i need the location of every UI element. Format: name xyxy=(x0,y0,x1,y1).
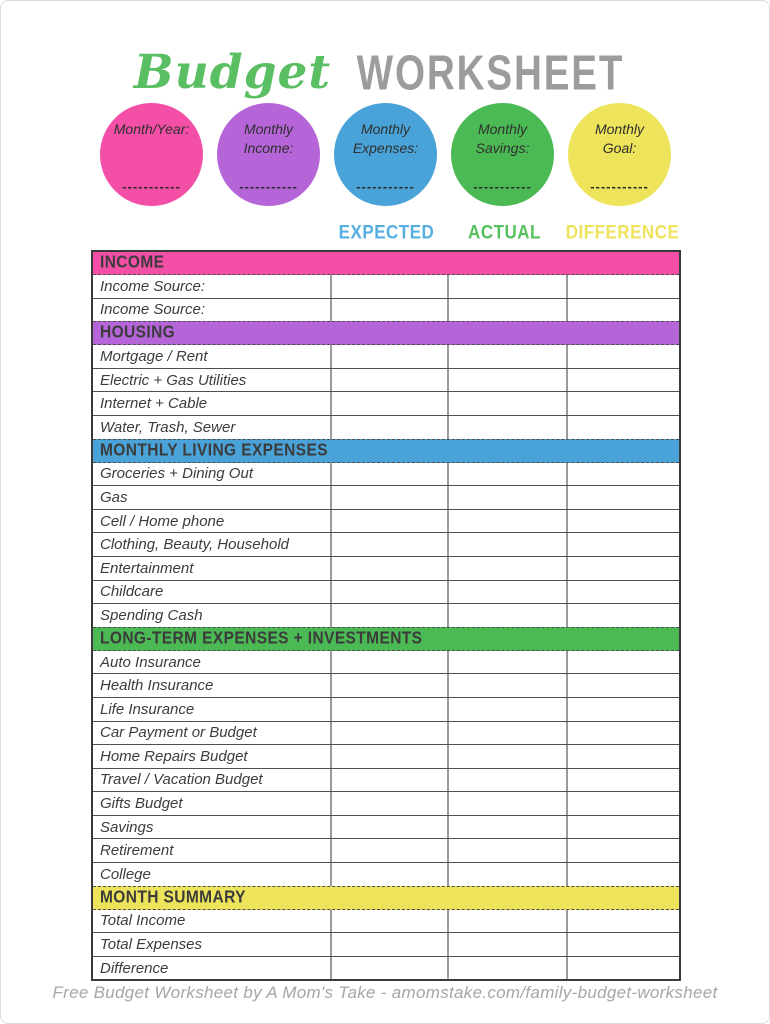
row-label: Cell / Home phone xyxy=(100,512,225,530)
table-row xyxy=(93,815,679,839)
actual-cell xyxy=(447,486,566,509)
difference-cell xyxy=(566,486,679,509)
row-label: Total Expenses xyxy=(100,936,203,954)
table-row xyxy=(93,910,679,933)
row-label: Mortgage / Rent xyxy=(100,347,208,365)
expected-cell xyxy=(330,816,447,839)
row-label: Gas xyxy=(100,488,128,506)
section-header-income xyxy=(93,252,679,275)
row-label: Home Repairs Budget xyxy=(100,747,248,765)
actual-cell xyxy=(447,275,566,298)
expected-cell xyxy=(330,745,447,768)
section-title: HOUSING xyxy=(100,323,176,343)
page-title xyxy=(1,45,769,100)
table-row xyxy=(93,697,679,721)
fill-in-line: ----------- xyxy=(122,179,181,194)
difference-cell xyxy=(566,957,679,980)
row-label: Entertainment xyxy=(100,559,194,577)
table-row xyxy=(93,556,679,580)
row-label: Life Insurance xyxy=(100,700,195,718)
actual-cell xyxy=(447,910,566,933)
difference-cell xyxy=(566,299,679,322)
page-title-caps: WORKSHEET xyxy=(356,44,625,100)
table-row xyxy=(93,721,679,745)
table-row xyxy=(93,298,679,322)
difference-cell xyxy=(566,816,679,839)
actual-cell xyxy=(447,510,566,533)
expected-cell xyxy=(330,345,447,368)
expected-cell xyxy=(330,581,447,604)
section-title: INCOME xyxy=(100,252,165,272)
table-row xyxy=(93,862,679,886)
row-label: Car Payment or Budget xyxy=(100,724,257,742)
section-header-monthly-living-expenses xyxy=(93,439,679,463)
table-row xyxy=(93,275,679,298)
section-title: LONG-TERM EXPENSES + INVESTMENTS xyxy=(100,628,423,648)
actual-cell xyxy=(447,369,566,392)
column-header-actual: ACTUAL xyxy=(468,221,541,243)
table-row xyxy=(93,651,679,674)
footer-credit: Free Budget Worksheet by A Mom's Take - amomstake.com/family-budget-worksheet xyxy=(52,983,718,1002)
expected-cell xyxy=(330,463,447,486)
fill-in-line: ----------- xyxy=(473,179,532,194)
actual-cell xyxy=(447,745,566,768)
table-row xyxy=(93,956,679,980)
difference-cell xyxy=(566,463,679,486)
actual-cell xyxy=(447,792,566,815)
expected-cell xyxy=(330,910,447,933)
row-label: Health Insurance xyxy=(100,677,214,695)
actual-cell xyxy=(447,722,566,745)
actual-cell xyxy=(447,533,566,556)
circle-label: Monthly Savings: xyxy=(475,121,530,156)
row-label: Childcare xyxy=(100,583,164,601)
table-row xyxy=(93,391,679,415)
row-label: Internet + Cable xyxy=(100,395,208,413)
difference-cell xyxy=(566,769,679,792)
expected-cell xyxy=(330,557,447,580)
difference-cell xyxy=(566,581,679,604)
table-row xyxy=(93,932,679,956)
row-label: Auto Insurance xyxy=(100,653,201,671)
expected-cell xyxy=(330,674,447,697)
section-header-month-summary xyxy=(93,886,679,910)
difference-cell xyxy=(566,698,679,721)
fill-in-line: ----------- xyxy=(590,179,649,194)
actual-cell xyxy=(447,651,566,674)
difference-cell xyxy=(566,863,679,886)
circle-label: Month/Year: xyxy=(113,121,190,137)
row-label: Gifts Budget xyxy=(100,795,183,813)
actual-cell xyxy=(447,345,566,368)
table-row xyxy=(93,345,679,368)
expected-cell xyxy=(330,722,447,745)
column-headers xyxy=(91,221,681,244)
difference-cell xyxy=(566,369,679,392)
actual-cell xyxy=(447,581,566,604)
expected-cell xyxy=(330,510,447,533)
table-row xyxy=(93,768,679,792)
table-row xyxy=(93,532,679,556)
difference-cell xyxy=(566,722,679,745)
circle-monthly-income xyxy=(217,103,320,206)
expected-cell xyxy=(330,863,447,886)
actual-cell xyxy=(447,816,566,839)
expected-cell xyxy=(330,392,447,415)
table-row xyxy=(93,580,679,604)
table-row xyxy=(93,673,679,697)
row-label: Groceries + Dining Out xyxy=(100,465,253,483)
table-row xyxy=(93,791,679,815)
actual-cell xyxy=(447,299,566,322)
expected-cell xyxy=(330,769,447,792)
actual-cell xyxy=(447,674,566,697)
row-label: Spending Cash xyxy=(100,606,203,624)
expected-cell xyxy=(330,533,447,556)
actual-cell xyxy=(447,933,566,956)
row-label: Clothing, Beauty, Household xyxy=(100,536,290,554)
circle-monthly-expenses xyxy=(334,103,437,206)
expected-cell xyxy=(330,486,447,509)
section-header-housing xyxy=(93,321,679,345)
fill-in-line: ----------- xyxy=(239,179,298,194)
difference-cell xyxy=(566,345,679,368)
difference-cell xyxy=(566,792,679,815)
expected-cell xyxy=(330,839,447,862)
difference-cell xyxy=(566,839,679,862)
difference-cell xyxy=(566,416,679,439)
actual-cell xyxy=(447,769,566,792)
section-title: MONTHLY LIVING EXPENSES xyxy=(100,440,328,460)
expected-cell xyxy=(330,933,447,956)
difference-cell xyxy=(566,557,679,580)
actual-cell xyxy=(447,957,566,980)
row-label: Electric + Gas Utilities xyxy=(100,371,247,389)
circle-monthly-goal xyxy=(568,103,671,206)
difference-cell xyxy=(566,651,679,674)
column-header-difference: DIFFERENCE xyxy=(565,221,680,243)
row-label: Travel / Vacation Budget xyxy=(100,771,263,789)
summary-circles xyxy=(100,103,671,206)
row-label: Retirement xyxy=(100,842,174,860)
expected-cell xyxy=(330,416,447,439)
actual-cell xyxy=(447,863,566,886)
expected-cell xyxy=(330,275,447,298)
table-row xyxy=(93,838,679,862)
actual-cell xyxy=(447,463,566,486)
expected-cell xyxy=(330,698,447,721)
circle-label: Monthly Income: xyxy=(243,121,294,156)
difference-cell xyxy=(566,910,679,933)
table-row xyxy=(93,463,679,486)
expected-cell xyxy=(330,369,447,392)
actual-cell xyxy=(447,698,566,721)
table-row xyxy=(93,485,679,509)
difference-cell xyxy=(566,933,679,956)
expected-cell xyxy=(330,792,447,815)
table-row xyxy=(93,744,679,768)
expected-cell xyxy=(330,299,447,322)
row-label: Difference xyxy=(100,959,169,977)
difference-cell xyxy=(566,674,679,697)
section-header-long-term-expenses-investments xyxy=(93,627,679,651)
actual-cell xyxy=(447,392,566,415)
column-header-spacer xyxy=(91,224,328,244)
expected-cell xyxy=(330,604,447,627)
expected-cell xyxy=(330,957,447,980)
expected-cell xyxy=(330,651,447,674)
difference-cell xyxy=(566,392,679,415)
table-row xyxy=(93,368,679,392)
table-row xyxy=(93,603,679,627)
difference-cell xyxy=(566,533,679,556)
column-header-expected: EXPECTED xyxy=(338,221,435,243)
fill-in-line: ----------- xyxy=(356,179,415,194)
section-title: MONTH SUMMARY xyxy=(100,887,246,907)
table-row xyxy=(93,509,679,533)
difference-cell xyxy=(566,745,679,768)
page-title-script: Budget xyxy=(133,45,332,100)
budget-table xyxy=(91,250,681,981)
circle-monthly-savings xyxy=(451,103,554,206)
row-label: Income Source: xyxy=(100,277,206,295)
difference-cell xyxy=(566,604,679,627)
circle-month-year xyxy=(100,103,203,206)
difference-cell xyxy=(566,510,679,533)
row-label: Water, Trash, Sewer xyxy=(100,418,236,436)
circle-label: Monthly Expenses: xyxy=(352,121,419,156)
row-label: Total Income xyxy=(100,912,186,930)
row-label: College xyxy=(100,865,151,883)
actual-cell xyxy=(447,604,566,627)
row-label: Income Source: xyxy=(100,301,206,319)
table-row xyxy=(93,415,679,439)
difference-cell xyxy=(566,275,679,298)
actual-cell xyxy=(447,557,566,580)
circle-label: Monthly Goal: xyxy=(594,121,645,156)
row-label: Savings xyxy=(100,818,154,836)
actual-cell xyxy=(447,416,566,439)
actual-cell xyxy=(447,839,566,862)
